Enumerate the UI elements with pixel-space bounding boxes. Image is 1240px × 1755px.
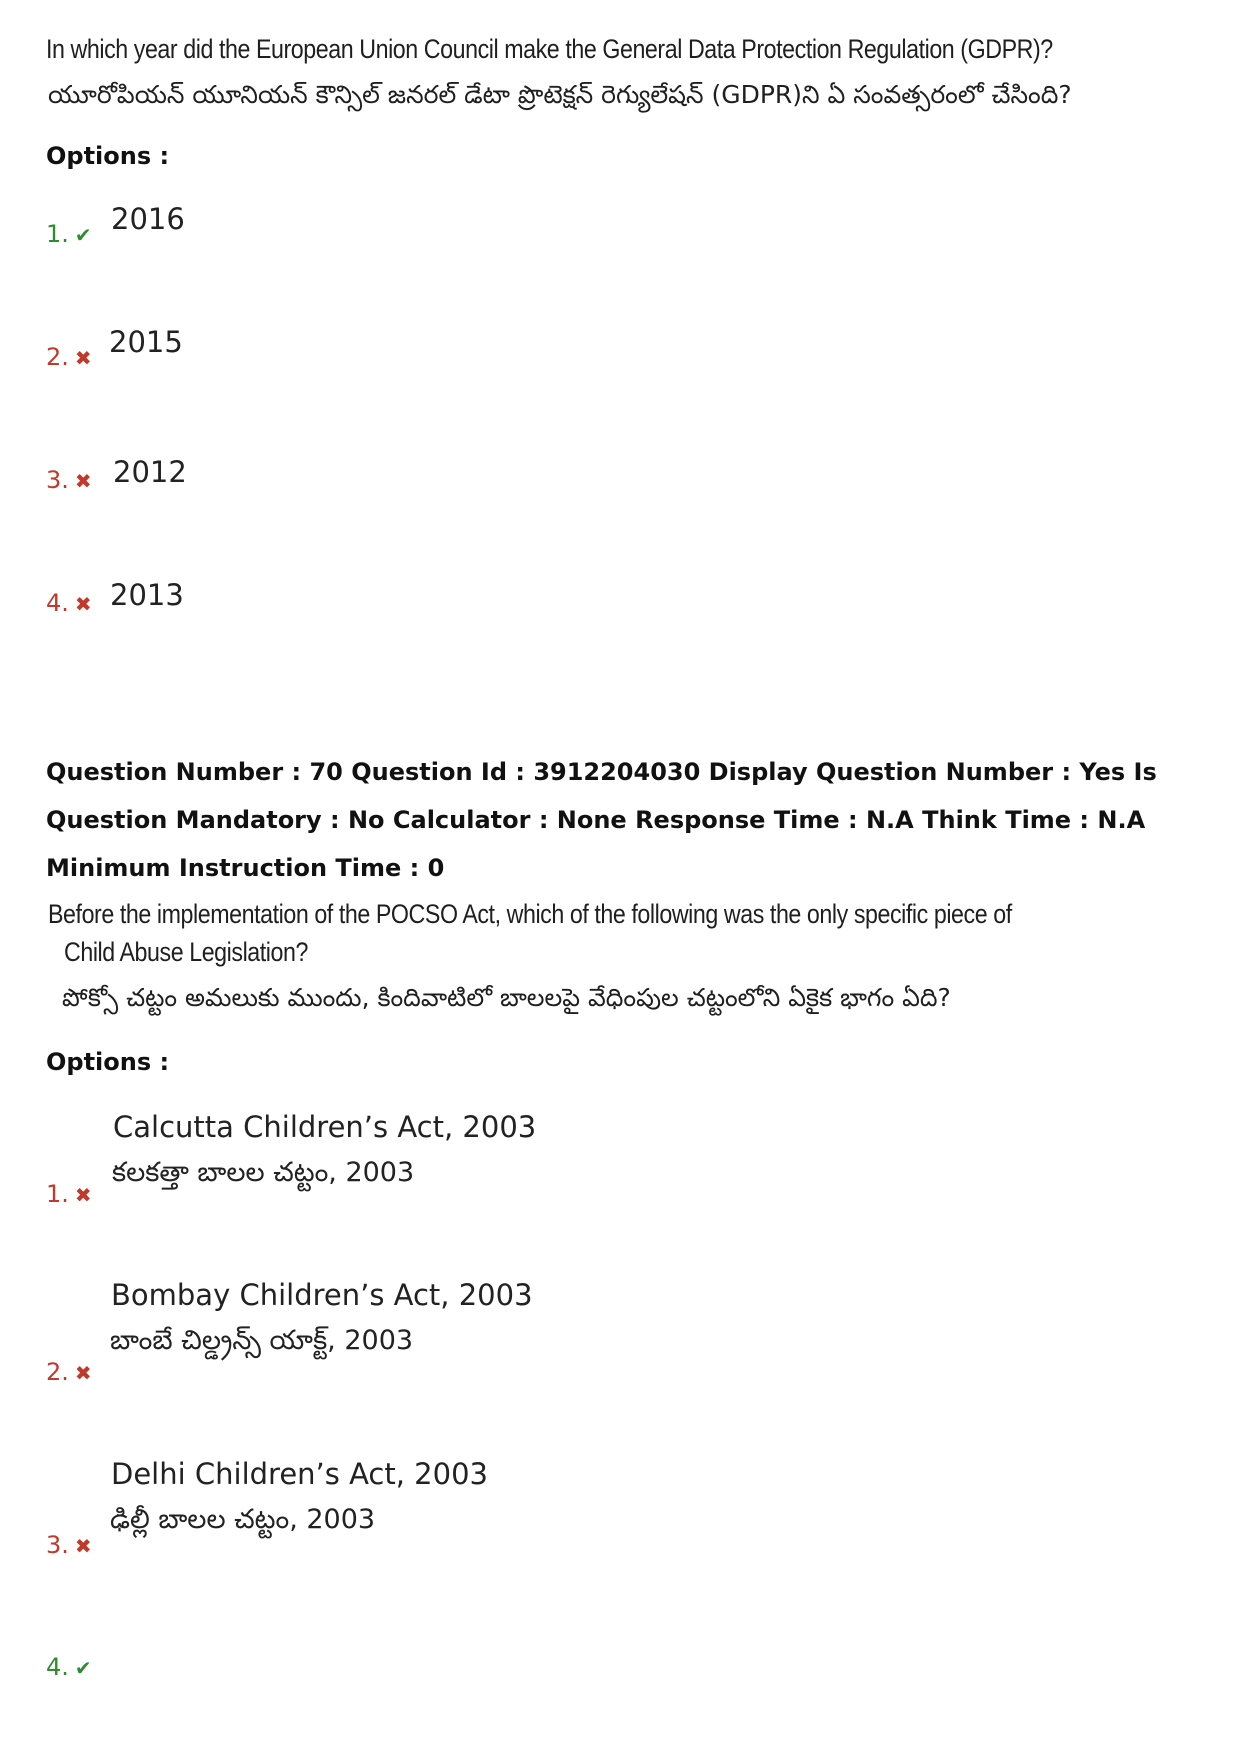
options-label: Options :	[46, 1048, 170, 1076]
option-number: 4.	[46, 1653, 69, 1681]
option-2-text-telugu: బాంబే చిల్డ్రన్స్ యాక్ట్, 2003	[110, 1325, 414, 1356]
question-text-english: In which year did the European Union Council make the General Data Protection Regulation (GDPR)?	[46, 34, 1053, 64]
option-3-number	[46, 466, 92, 494]
option-2-number	[46, 343, 92, 371]
option-1-text-telugu: కలకత్తా బాలల చట్టం, 2003	[112, 1157, 415, 1188]
option-2-text: 2015	[109, 325, 183, 359]
option-4-number	[46, 1653, 92, 1681]
option-number: 3.	[46, 466, 69, 494]
question-metadata: Question Number : 70 Question Id : 3912204030 Display Question Number : Yes Is Question Mandatory : No Calculator : None Response Time : N.A Think Time : N.A Minimum Instruction Time : 0	[46, 758, 1157, 882]
option-4-number	[46, 589, 92, 617]
question-text-telugu: యూరోపియన్ యూనియన్ కౌన్సిల్ జనరల్ డేటా ప్రొటెక్షన్ రెగ్యులేషన్ (GDPR)ని ఏ సంవత్సరంలో చేసింది?	[48, 80, 1072, 109]
cross-icon: ✖	[74, 346, 92, 370]
option-number: 3.	[46, 1531, 69, 1559]
option-1-number	[46, 220, 92, 248]
option-number: 2.	[46, 1358, 69, 1386]
option-3-number	[46, 1531, 92, 1559]
question-text-telugu: పోక్సో చట్టం అమలుకు ముందు, కిందివాటిలో బాలలపై వేధింపుల చట్టంలోని ఏకైక భాగం ఏది?	[62, 983, 951, 1012]
option-1-text-english: Calcutta Children’s Act, 2003	[113, 1110, 537, 1144]
option-4-text: 2013	[110, 578, 184, 612]
question-text-english-line2: Child Abuse Legislation?	[64, 937, 308, 967]
cross-icon: ✖	[74, 1534, 92, 1558]
option-1-number	[46, 1180, 92, 1208]
cross-icon: ✖	[74, 1361, 92, 1385]
option-3-text-telugu: ఢిల్లీ బాలల చట్టం, 2003	[110, 1504, 376, 1535]
option-number: 1.	[46, 1180, 69, 1208]
cross-icon: ✖	[74, 592, 92, 616]
cross-icon: ✖	[74, 1183, 92, 1207]
option-1-text: 2016	[111, 202, 185, 236]
question-text-english-line1: Before the implementation of the POCSO Act, which of the following was the only specific piece of	[48, 899, 1012, 929]
option-number: 4.	[46, 589, 69, 617]
check-icon: ✔	[74, 223, 92, 247]
option-3-text: 2012	[113, 455, 187, 489]
check-icon: ✔	[74, 1656, 92, 1680]
option-2-text-english: Bombay Children’s Act, 2003	[111, 1278, 533, 1312]
cross-icon: ✖	[74, 469, 92, 493]
option-3-text-english: Delhi Children’s Act, 2003	[111, 1457, 488, 1491]
option-number: 2.	[46, 343, 69, 371]
option-2-number	[46, 1358, 92, 1386]
options-label: Options :	[46, 142, 170, 170]
option-number: 1.	[46, 220, 69, 248]
